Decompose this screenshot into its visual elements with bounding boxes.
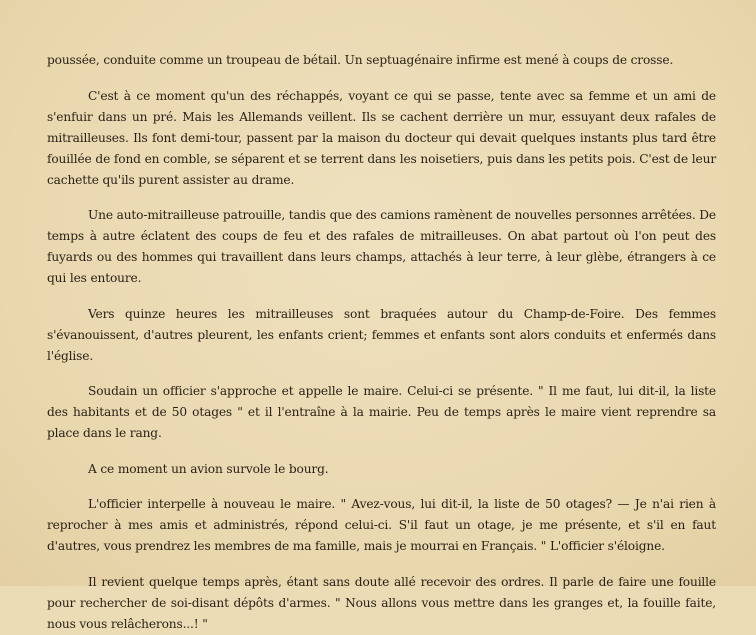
paragraph-5: Soudain un officier s'approche et appelle le maire. Celui-ci se présente. " Il me faut, lui dit-il, la liste des habitants et de 50 otages " et il l'entraîne à la mairie. Peu de temps après le maire vient reprendre sa place dans le rang.	[47, 384, 716, 440]
paragraph-6: A ce moment un avion survole le bourg.	[88, 461, 329, 476]
paragraph-7: L'officier interpelle à nouveau le maire. " Avez-vous, lui dit-il, la liste de 50 otages? — Je n'ai rien à reprocher à mes amis et administrés, répond celui-ci. S'il faut un otage, je me présente, et s'il en faut d'autres, vous prendrez les membres de ma famille, mais je mourrai en Français. " L'officier s'éloigne.	[47, 497, 716, 553]
paragraph-1: poussée, conduite comme un troupeau de bétail. Un septuagénaire infirme est mené à coups de crosse.	[47, 53, 674, 67]
paragraph-8: Il revient quelque temps après, étant sans doute allé recevoir des ordres. Il parle de faire une fouille pour rechercher de soi-disant dépôts d'armes. " Nous allons vous mettre dans les granges et, la fouille faite, nous vous relâcherons...! "	[47, 574, 716, 631]
paragraph-2: C'est à ce moment qu'un des réchappés, voyant ce qui se passe, tente avec sa femme et un ami de s'enfuir dans un pré. Mais les Allemands veillent. Ils se cachent derrière un mur, essuyant deux rafales de mitrailleuses. Ils font demi-tour, passent par la maison du docteur qui devait quelques instants plus tard être fouillée de fond en comble, se séparent et se terrent dans les noisetiers, puis dans les petits pois. C'est de leur cachette qu'ils purent assister au drame.	[47, 88, 716, 187]
paragraph-3: Une auto-mitrailleuse patrouille, tandis que des camions ramènent de nouvelles personnes arrêtées. De temps à autre éclatent des coups de feu et des rafales de mitrailleuses. On abat partout où l'on peut des fuyards ou des hommes qui travaillent dans leurs champs, attachés à leur terre, à leur glèbe, étrangers à ce qui les entoure.	[47, 208, 716, 285]
paragraph-4: Vers quinze heures les mitrailleuses sont braquées autour du Champ-de-Foire. Des femmes s'évanouissent, d'autres pleurent, les enfants crient; femmes et enfants sont alors conduits et enfermés dans l'église.	[47, 306, 716, 363]
